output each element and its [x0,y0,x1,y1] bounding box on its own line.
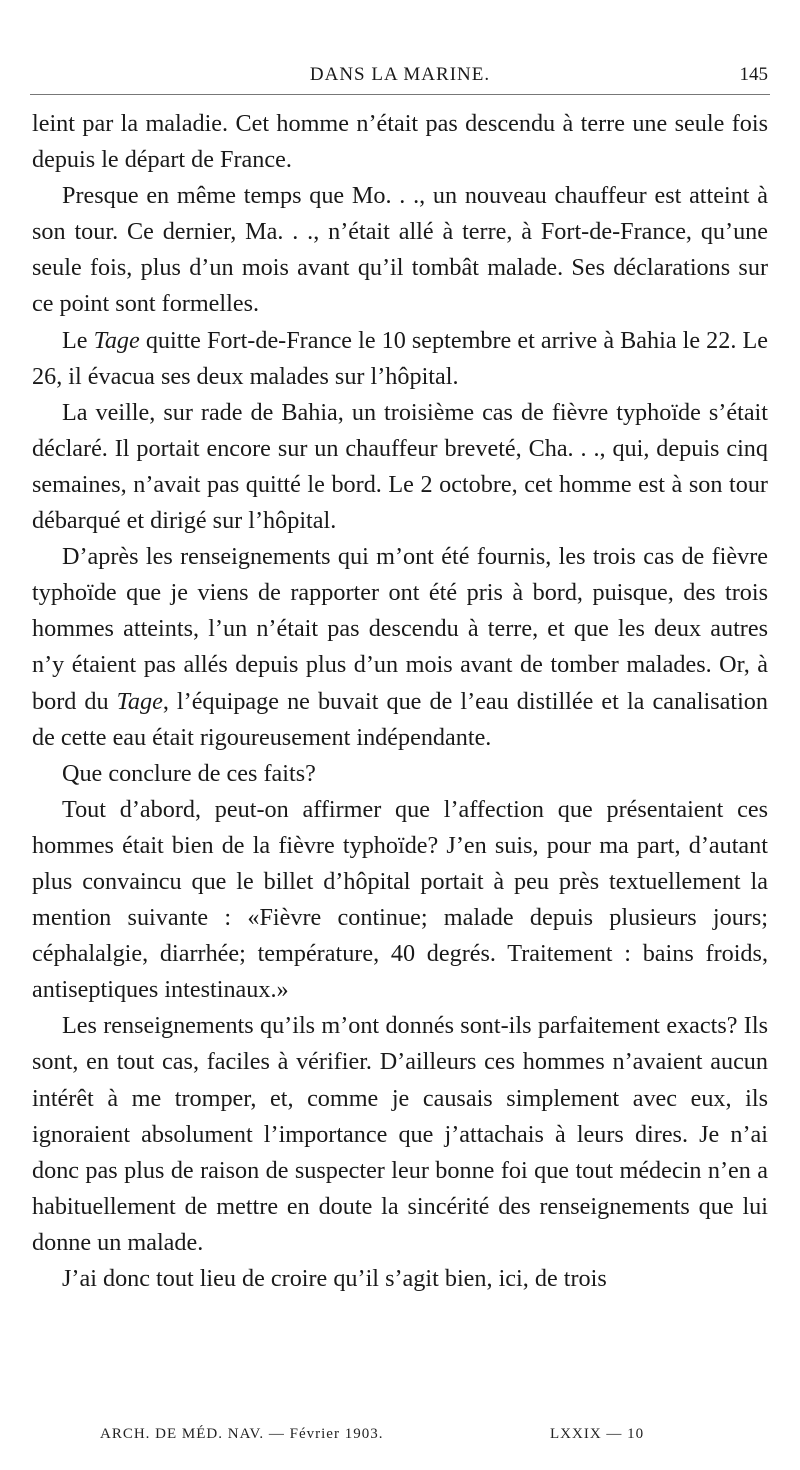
header-title: DANS LA MARINE. [309,64,491,85]
page-number: 145 [739,64,768,85]
paragraph: leint par la maladie. Cet homme n’était pas descendu à terre une seule fois depuis le départ de France. [32,110,768,174]
paragraph: La veille, sur rade de Bahia, un troisième cas de fièvre typhoïde s’était déclaré. Il portait encore sur un chauffeur breveté, Cha. . ., qui, depuis cinq semaines, n’avait pas quitté le bord. Le 2 octobre, cet homme est à son tour débarqué et dirigé sur l’hôpital. [32,398,768,535]
paragraph: Presque en même temps que Mo. . ., un nouveau chauffeur est atteint à son tour. Ce dernier, Ma. . ., n’était allé à terre, à Fort-de-France, qu’une seule fois, plus d’un mois avant qu’il tombât malade. Ses déclarations sur ce point sont formelles. [32,182,768,318]
footer-signature: LXXIX — 10 [550,1426,645,1442]
running-header [30,62,770,92]
header-rule [30,94,770,95]
ship-name: Tage [93,326,140,354]
paragraph: Le Tage quitte Fort-de-France le 10 septembre et arrive à Bahia le 22. Le 26, il évacua ses deux malades sur l’hôpital. [32,326,768,390]
paragraph: D’après les renseignements qui m’ont été fournis, les trois cas de fièvre typhoïde que je viens de rapporter ont été pris à bord, puisque, des trois hommes atteints, l’un n’était pas descendu à terre, et que les deux autres n’y étaient pas allés depuis plus d’un mois avant de tomber malades. Or, à bord du Tage, l’équipage ne buvait que de l’eau distillée et la canalisation de cette eau était rigoureusement indépendante. [32,543,768,751]
footer-journal: ARCH. DE MÉD. NAV. — Février 1903. [100,1426,384,1442]
paragraph: Tout d’abord, peut-on affirmer que l’affection que présentaient ces hommes était bien de la fièvre typhoïde? J’en suis, pour ma part, d’autant plus convaincu que le billet d’hôpital portait à peu près textuellement la mention suivante : «Fièvre continue; malade depuis plusieurs jours; céphalalgie, diarrhée; température, 40 degrés. Traitement : bains froids, antiseptiques intestinaux.» [32,795,768,1004]
body-text [32,106,768,1297]
paragraph: J’ai donc tout lieu de croire qu’il s’agit bien, ici, de trois [62,1265,607,1292]
ship-name: Tage [116,687,163,715]
paragraph: Les renseignements qu’ils m’ont donnés sont-ils parfaitement exacts? Ils sont, en tout cas, faciles à vérifier. D’ailleurs ces hommes n’avaient aucun intérêt à me tromper, et, comme je causais simplement avec eux, ils ignoraient absolument l’importance que j’attachais à leurs dires. Je n’ai donc pas plus de raison de suspecter leur bonne foi que tout médecin n’en a habituellement de mettre en doute la sincérité des renseignements que lui donne un malade. [32,1012,768,1256]
paragraph: Que conclure de ces faits? [62,759,316,787]
page-footer [100,1426,690,1450]
